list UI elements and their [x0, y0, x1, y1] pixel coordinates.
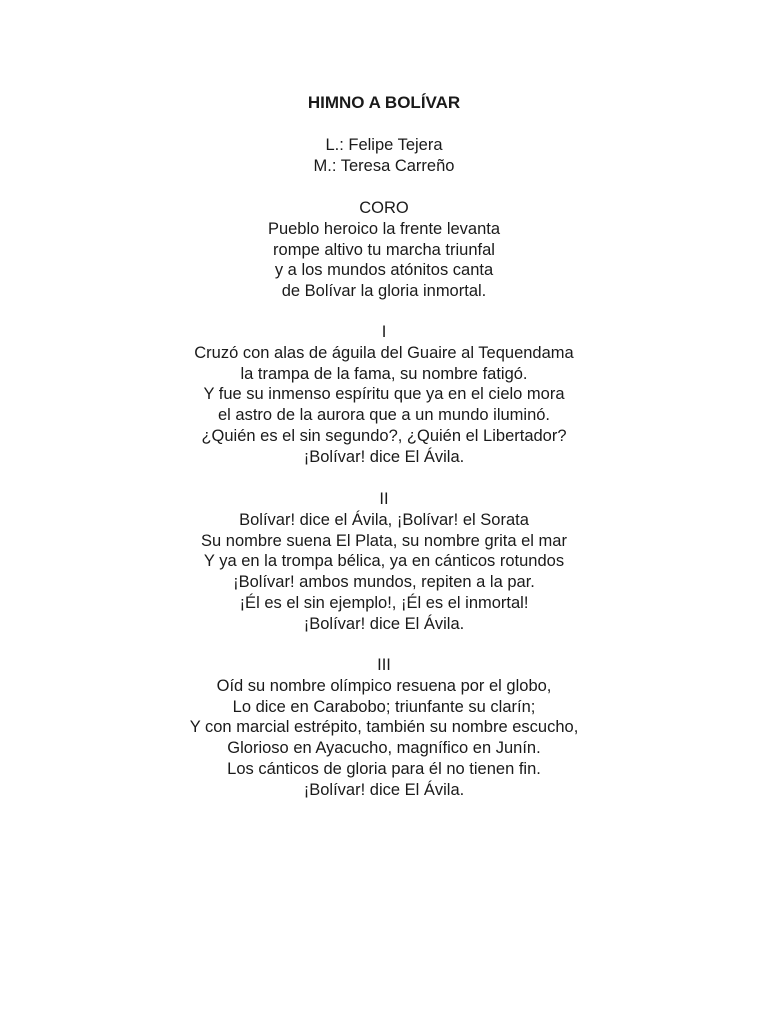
verse-line: rompe altivo tu marcha triunfal [273, 240, 495, 259]
verse-line: ¡Bolívar! dice El Ávila. [303, 780, 465, 799]
lyrics-credit: L.: Felipe Tejera [325, 136, 443, 154]
verse-line: Y con marcial estrépito, también su nombre escucho, [189, 718, 579, 737]
section-heading: CORO [359, 199, 409, 217]
verse-line: Bolívar! dice el Ávila, ¡Bolívar! el Sorata [239, 510, 529, 529]
verse-line: ¿Quién es el sin segundo?, ¿Quién el Libertador? [201, 426, 567, 445]
section-heading: III [377, 656, 391, 674]
verse-line: Y ya en la trompa bélica, ya en cánticos rotundos [203, 552, 565, 571]
verse-line: y a los mundos atónitos canta [274, 261, 494, 280]
verse-line: Su nombre suena El Plata, su nombre grita el mar [201, 531, 567, 550]
verse-line: Pueblo heroico la frente levanta [267, 219, 501, 238]
verse-line: Lo dice en Carabobo; triunfante su clarín; [232, 697, 536, 716]
verse-line: Y fue su inmenso espíritu que ya en el cielo mora [203, 385, 565, 404]
credits [0, 135, 768, 177]
stanza-1 [0, 322, 768, 468]
music-credit: M.: Teresa Carreño [313, 157, 455, 175]
verse-line: ¡Bolívar! ambos mundos, repiten a la par. [233, 573, 535, 592]
section-heading: II [379, 490, 389, 508]
verse-line: de Bolívar la gloria inmortal. [281, 282, 487, 301]
stanza-3 [0, 655, 768, 801]
stanza-2 [0, 489, 768, 635]
verse-line: ¡Él es el sin ejemplo!, ¡Él es el inmortal! [239, 593, 529, 612]
verse-line: Oíd su nombre olímpico resuena por el globo, [216, 676, 552, 695]
section-heading: I [381, 323, 387, 341]
verse-line: la trampa de la fama, su nombre fatigó. [240, 364, 528, 383]
verse-line: Glorioso en Ayacucho, magnífico en Junín. [227, 739, 541, 758]
verse-line: ¡Bolívar! dice El Ávila. [303, 614, 465, 633]
verse-line: el astro de la aurora que a un mundo iluminó. [217, 406, 551, 425]
verse-line: Los cánticos de gloria para él no tienen fin. [227, 759, 541, 778]
page-title: HIMNO A BOLÍVAR [307, 93, 461, 112]
verse-line: Cruzó con alas de águila del Guaire al Tequendama [194, 343, 574, 362]
verse-line: ¡Bolívar! dice El Ávila. [303, 447, 465, 466]
chorus-section [0, 198, 768, 302]
